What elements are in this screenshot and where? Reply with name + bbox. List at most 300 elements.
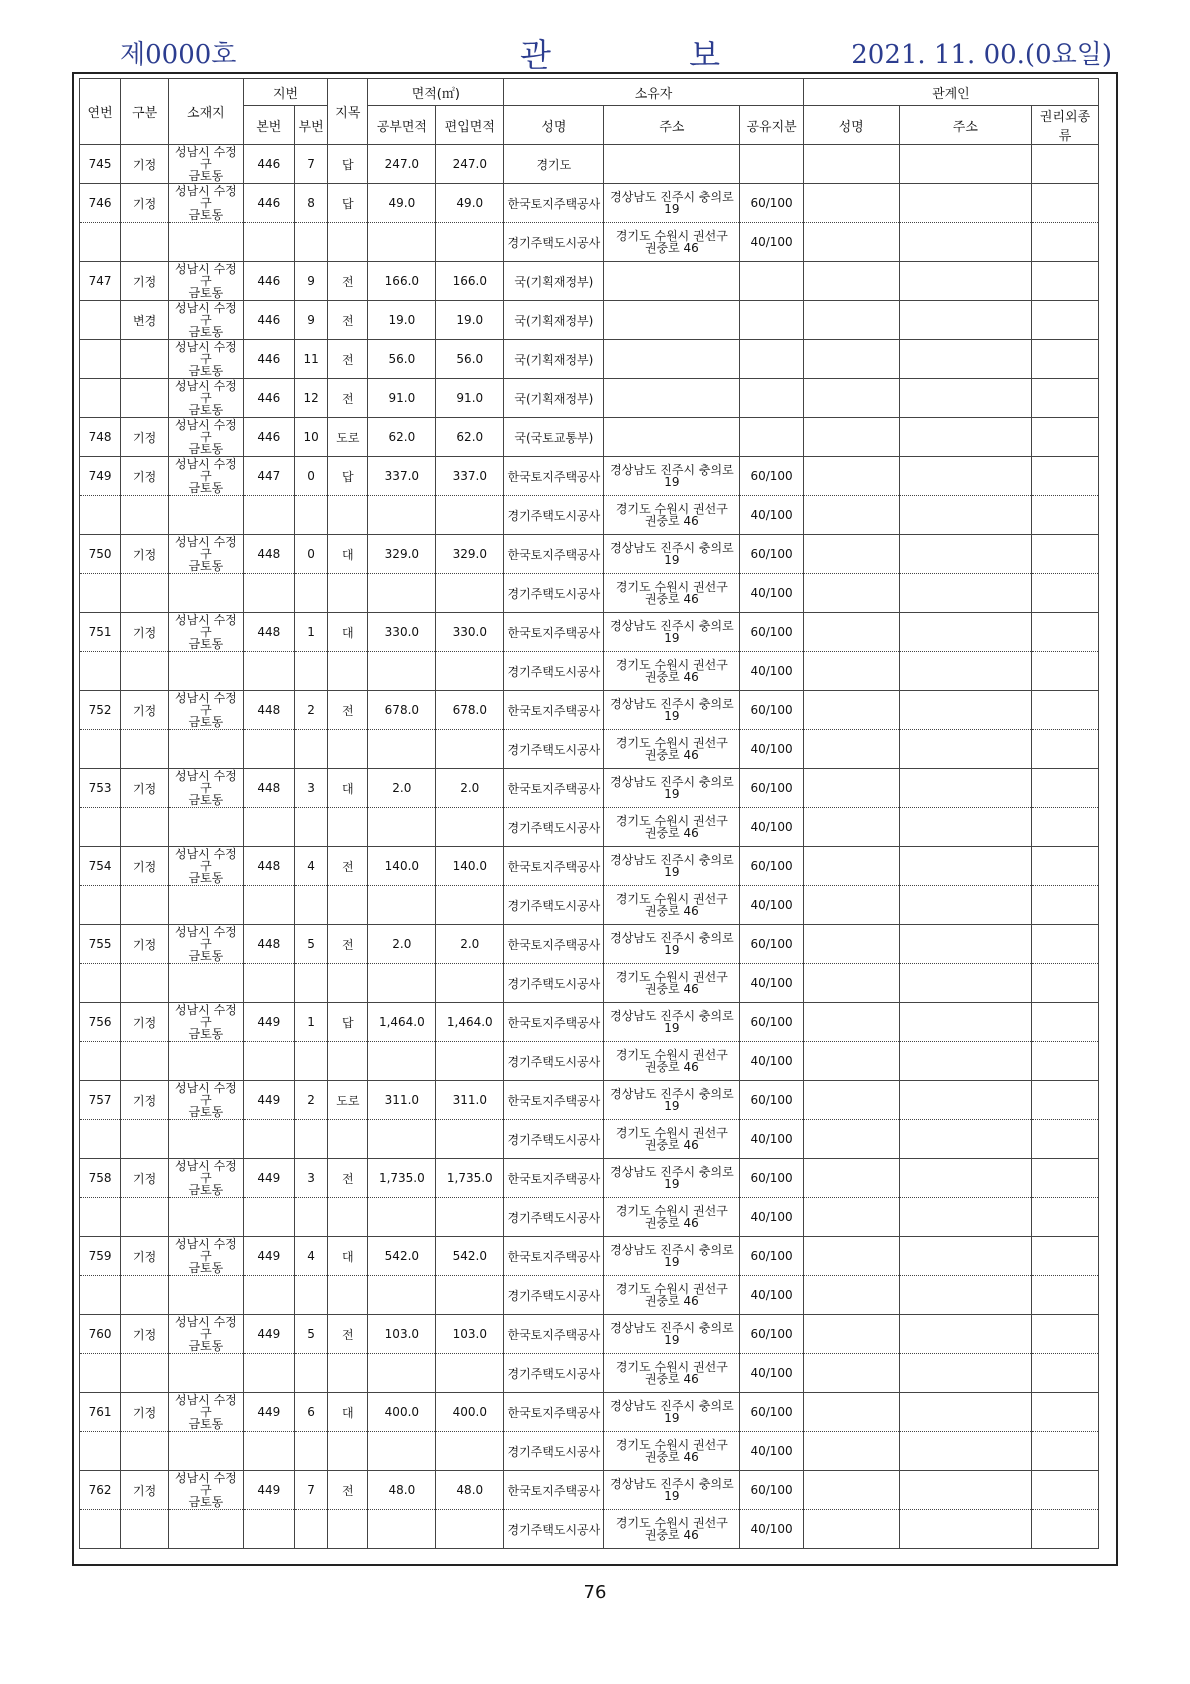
cell-share <box>740 418 803 457</box>
cell-main-lot: 446 <box>243 184 294 223</box>
cell-included-area: 311.0 <box>436 1081 504 1120</box>
location-line-2: 금토동 <box>188 715 224 729</box>
cell-serial: 751 <box>80 613 121 652</box>
cell-owner-address <box>604 1354 740 1393</box>
cell-main-lot <box>243 1432 294 1471</box>
cell-land-type: 대 <box>328 535 368 574</box>
cell-sub-lot: 8 <box>294 184 327 223</box>
cell-sub-lot: 10 <box>294 418 327 457</box>
location-line-2: 금토동 <box>188 481 224 495</box>
cell-land-type <box>328 1276 368 1315</box>
table-row <box>80 808 1099 847</box>
cell-sub-lot: 5 <box>294 925 327 964</box>
cell-included-area: 337.0 <box>436 457 504 496</box>
cell-owner-address <box>604 1510 740 1549</box>
cell-location <box>169 379 244 418</box>
cell-location <box>169 1120 244 1159</box>
cell-sub-lot <box>294 964 327 1003</box>
cell-sub-lot <box>294 1432 327 1471</box>
location-line-1: 성남시 수정구 <box>174 301 237 327</box>
address-line-1: 경상남도 진주시 충의로 <box>610 1399 734 1413</box>
table-row <box>80 457 1099 496</box>
cell-location <box>169 418 244 457</box>
cell-category: 기정 <box>121 1237 169 1276</box>
location-line-2: 금토동 <box>188 1105 224 1119</box>
cell-sub-lot: 9 <box>294 262 327 301</box>
cell-right-type <box>1032 418 1099 457</box>
cell-serial: 754 <box>80 847 121 886</box>
cell-main-lot <box>243 496 294 535</box>
cell-right-type <box>1032 964 1099 1003</box>
address-line-1: 경상남도 진주시 충의로 <box>610 1243 734 1257</box>
cell-right-type <box>1032 730 1099 769</box>
col-owner-group: 소유자 <box>504 79 804 106</box>
cell-location <box>169 1003 244 1042</box>
cell-sub-lot: 7 <box>294 1471 327 1510</box>
cell-right-type <box>1032 340 1099 379</box>
cell-main-lot <box>243 1510 294 1549</box>
cell-main-lot <box>243 223 294 262</box>
col-area-group: 면적(㎡) <box>368 79 504 106</box>
cell-right-type <box>1032 1042 1099 1081</box>
cell-owner-address <box>604 223 740 262</box>
cell-serial: 759 <box>80 1237 121 1276</box>
location-line-2: 금토동 <box>188 871 224 885</box>
cell-related-name <box>803 1354 899 1393</box>
address-line-2: 권중로 46 <box>644 982 699 996</box>
address-line-2: 권중로 46 <box>644 1060 699 1074</box>
cell-public-area: 19.0 <box>368 301 436 340</box>
table-row <box>80 340 1099 379</box>
table-row <box>80 262 1099 301</box>
cell-public-area: 62.0 <box>368 418 436 457</box>
cell-serial: 757 <box>80 1081 121 1120</box>
cell-serial: 746 <box>80 184 121 223</box>
cell-share: 60/100 <box>740 925 803 964</box>
address-line-2: 권중로 46 <box>644 514 699 528</box>
location-line-2: 금토동 <box>188 208 224 222</box>
cell-owner-address <box>604 1471 740 1510</box>
cell-related-name <box>803 652 899 691</box>
address-line-1: 경상남도 진주시 충의로 <box>610 619 734 633</box>
cell-related-address <box>899 574 1032 613</box>
cell-land-type: 도로 <box>328 1081 368 1120</box>
cell-related-address <box>899 808 1032 847</box>
cell-related-name <box>803 847 899 886</box>
cell-related-name <box>803 964 899 1003</box>
cell-sub-lot: 6 <box>294 1393 327 1432</box>
cell-related-address <box>899 457 1032 496</box>
cell-land-type: 전 <box>328 847 368 886</box>
cell-right-type <box>1032 1432 1099 1471</box>
cell-owner-address <box>604 925 740 964</box>
table-row <box>80 574 1099 613</box>
cell-serial: 748 <box>80 418 121 457</box>
table-row <box>80 1042 1099 1081</box>
address-line-1: 경상남도 진주시 충의로 <box>610 853 734 867</box>
address-line-1: 경기도 수원시 권선구 <box>615 1360 728 1374</box>
table-row <box>80 1081 1099 1120</box>
cell-main-lot <box>243 574 294 613</box>
cell-included-area: 678.0 <box>436 691 504 730</box>
cell-main-lot: 448 <box>243 535 294 574</box>
cell-owner-address <box>604 886 740 925</box>
cell-share <box>740 145 803 184</box>
cell-owner-name: 한국토지주택공사 <box>504 457 604 496</box>
cell-serial <box>80 808 121 847</box>
cell-included-area <box>436 574 504 613</box>
cell-right-type <box>1032 496 1099 535</box>
address-line-2: 권중로 46 <box>644 592 699 606</box>
table-row <box>80 1471 1099 1510</box>
location-line-2: 금토동 <box>188 1417 224 1431</box>
cell-sub-lot <box>294 1120 327 1159</box>
cell-related-name <box>803 613 899 652</box>
table-row <box>80 886 1099 925</box>
cell-location <box>169 574 244 613</box>
col-category: 구분 <box>121 79 169 145</box>
cell-related-name <box>803 1432 899 1471</box>
cell-related-name <box>803 457 899 496</box>
cell-main-lot: 449 <box>243 1471 294 1510</box>
table-row <box>80 964 1099 1003</box>
cell-right-type <box>1032 1393 1099 1432</box>
address-line-1: 경상남도 진주시 충의로 <box>610 697 734 711</box>
cell-location <box>169 1393 244 1432</box>
cell-right-type <box>1032 1081 1099 1120</box>
col-main-lot: 본번 <box>243 106 294 145</box>
table-row <box>80 1354 1099 1393</box>
cell-sub-lot <box>294 886 327 925</box>
cell-right-type <box>1032 808 1099 847</box>
address-line-1: 경기도 수원시 권선구 <box>615 1516 728 1530</box>
cell-related-address <box>899 730 1032 769</box>
cell-related-name <box>803 184 899 223</box>
table-row <box>80 379 1099 418</box>
cell-serial <box>80 301 121 340</box>
cell-serial <box>80 223 121 262</box>
cell-location <box>169 964 244 1003</box>
location-line-2: 금토동 <box>188 637 224 651</box>
cell-right-type <box>1032 925 1099 964</box>
cell-sub-lot: 4 <box>294 847 327 886</box>
table-row <box>80 1003 1099 1042</box>
cell-main-lot <box>243 1354 294 1393</box>
cell-main-lot: 449 <box>243 1393 294 1432</box>
address-line-1: 경상남도 진주시 충의로 <box>610 1087 734 1101</box>
cell-land-type <box>328 1198 368 1237</box>
cell-related-address <box>899 964 1032 1003</box>
table-row <box>80 730 1099 769</box>
address-line-1: 경기도 수원시 권선구 <box>615 658 728 672</box>
cell-public-area: 91.0 <box>368 379 436 418</box>
cell-related-name <box>803 1471 899 1510</box>
cell-owner-name: 국(국토교통부) <box>504 418 604 457</box>
cell-share: 60/100 <box>740 847 803 886</box>
cell-included-area <box>436 652 504 691</box>
cell-share: 40/100 <box>740 1510 803 1549</box>
cell-related-name <box>803 223 899 262</box>
publication-title-char-2: 보 <box>689 36 720 74</box>
cell-serial <box>80 886 121 925</box>
cell-related-name <box>803 1393 899 1432</box>
cell-right-type <box>1032 769 1099 808</box>
cell-owner-name: 한국토지주택공사 <box>504 691 604 730</box>
cell-main-lot: 446 <box>243 145 294 184</box>
cell-land-type: 대 <box>328 769 368 808</box>
cell-land-type <box>328 886 368 925</box>
cell-related-address <box>899 535 1032 574</box>
location-line-1: 성남시 수정구 <box>174 1237 237 1263</box>
address-line-1: 경상남도 진주시 충의로 <box>610 541 734 555</box>
cell-category: 기정 <box>121 1393 169 1432</box>
cell-owner-name: 한국토지주택공사 <box>504 1003 604 1042</box>
cell-category <box>121 808 169 847</box>
cell-land-type <box>328 1510 368 1549</box>
location-line-1: 성남시 수정구 <box>174 184 237 210</box>
table-row <box>80 184 1099 223</box>
location-line-1: 성남시 수정구 <box>174 847 237 873</box>
location-line-1: 성남시 수정구 <box>174 691 237 717</box>
cell-share: 60/100 <box>740 535 803 574</box>
cell-location <box>169 613 244 652</box>
cell-location <box>169 730 244 769</box>
cell-owner-name: 한국토지주택공사 <box>504 184 604 223</box>
location-line-2: 금토동 <box>188 1027 224 1041</box>
cell-owner-name: 경기주택도시공사 <box>504 1432 604 1471</box>
table-row <box>80 613 1099 652</box>
col-share: 공유지분 <box>740 106 803 145</box>
cell-related-address <box>899 1003 1032 1042</box>
address-line-1: 경상남도 진주시 충의로 <box>610 1009 734 1023</box>
cell-right-type <box>1032 1315 1099 1354</box>
cell-location <box>169 808 244 847</box>
cell-land-type: 전 <box>328 925 368 964</box>
location-line-2: 금토동 <box>188 169 224 183</box>
cell-category: 기정 <box>121 925 169 964</box>
cell-share: 60/100 <box>740 457 803 496</box>
cell-right-type <box>1032 886 1099 925</box>
address-line-2: 19 <box>664 202 680 216</box>
cell-right-type <box>1032 652 1099 691</box>
cell-included-area: 330.0 <box>436 613 504 652</box>
cell-owner-address <box>604 730 740 769</box>
cell-owner-name: 경기주택도시공사 <box>504 1354 604 1393</box>
cell-serial <box>80 340 121 379</box>
cell-land-type <box>328 1432 368 1471</box>
cell-owner-name: 한국토지주택공사 <box>504 613 604 652</box>
cell-land-type: 대 <box>328 1393 368 1432</box>
cell-category <box>121 496 169 535</box>
cell-sub-lot: 5 <box>294 1315 327 1354</box>
cell-location <box>169 262 244 301</box>
cell-owner-name: 경기주택도시공사 <box>504 1120 604 1159</box>
cell-serial <box>80 1276 121 1315</box>
cell-included-area <box>436 808 504 847</box>
cell-main-lot: 448 <box>243 769 294 808</box>
cell-public-area: 1,735.0 <box>368 1159 436 1198</box>
cell-related-name <box>803 1510 899 1549</box>
cell-right-type <box>1032 223 1099 262</box>
location-line-1: 성남시 수정구 <box>174 1003 237 1029</box>
cell-related-name <box>803 808 899 847</box>
address-line-1: 경상남도 진주시 충의로 <box>610 1165 734 1179</box>
cell-related-address <box>899 1159 1032 1198</box>
address-line-1: 경기도 수원시 권선구 <box>615 1204 728 1218</box>
cell-related-address <box>899 301 1032 340</box>
cell-main-lot <box>243 886 294 925</box>
cell-serial: 762 <box>80 1471 121 1510</box>
cell-included-area: 2.0 <box>436 925 504 964</box>
cell-owner-address <box>604 691 740 730</box>
cell-related-name <box>803 730 899 769</box>
cell-public-area: 140.0 <box>368 847 436 886</box>
cell-sub-lot: 11 <box>294 340 327 379</box>
cell-share: 40/100 <box>740 574 803 613</box>
cell-main-lot: 449 <box>243 1003 294 1042</box>
table-row <box>80 925 1099 964</box>
cell-public-area <box>368 496 436 535</box>
address-line-1: 경상남도 진주시 충의로 <box>610 190 734 204</box>
cell-share: 40/100 <box>740 223 803 262</box>
cell-sub-lot: 4 <box>294 1237 327 1276</box>
cell-owner-name: 국(기획재정부) <box>504 301 604 340</box>
cell-included-area: 1,464.0 <box>436 1003 504 1042</box>
location-line-2: 금토동 <box>188 325 224 339</box>
table-row <box>80 847 1099 886</box>
cell-share: 60/100 <box>740 184 803 223</box>
cell-related-address <box>899 1315 1032 1354</box>
address-line-2: 권중로 46 <box>644 1450 699 1464</box>
cell-related-name <box>803 301 899 340</box>
cell-owner-name: 경기주택도시공사 <box>504 1198 604 1237</box>
cell-owner-name: 한국토지주택공사 <box>504 1237 604 1276</box>
cell-sub-lot <box>294 1510 327 1549</box>
cell-share: 40/100 <box>740 1354 803 1393</box>
address-line-2: 권중로 46 <box>644 748 699 762</box>
cell-land-type: 전 <box>328 1315 368 1354</box>
cell-included-area: 2.0 <box>436 769 504 808</box>
cell-share: 60/100 <box>740 1393 803 1432</box>
cell-public-area: 49.0 <box>368 184 436 223</box>
cell-right-type <box>1032 574 1099 613</box>
cell-related-name <box>803 496 899 535</box>
address-line-1: 경기도 수원시 권선구 <box>615 970 728 984</box>
location-line-1: 성남시 수정구 <box>174 1393 237 1419</box>
cell-category <box>121 1120 169 1159</box>
cell-share: 60/100 <box>740 613 803 652</box>
cell-serial: 760 <box>80 1315 121 1354</box>
cell-included-area: 400.0 <box>436 1393 504 1432</box>
cell-owner-name: 한국토지주택공사 <box>504 535 604 574</box>
cell-public-area <box>368 223 436 262</box>
location-line-1: 성남시 수정구 <box>174 145 237 171</box>
cell-main-lot <box>243 652 294 691</box>
cell-land-type: 전 <box>328 301 368 340</box>
cell-main-lot: 446 <box>243 340 294 379</box>
issue-number: 제0000호 <box>120 40 237 70</box>
cell-owner-address <box>604 340 740 379</box>
cell-related-name <box>803 925 899 964</box>
cell-owner-name: 경기주택도시공사 <box>504 964 604 1003</box>
cell-related-address <box>899 886 1032 925</box>
cell-location <box>169 1042 244 1081</box>
cell-category: 기정 <box>121 613 169 652</box>
cell-related-name <box>803 145 899 184</box>
cell-sub-lot <box>294 808 327 847</box>
cell-right-type <box>1032 379 1099 418</box>
cell-share: 60/100 <box>740 1237 803 1276</box>
cell-right-type <box>1032 1237 1099 1276</box>
cell-share: 60/100 <box>740 691 803 730</box>
cell-share: 40/100 <box>740 1198 803 1237</box>
col-related-group: 관계인 <box>803 79 1098 106</box>
col-sub-lot: 부번 <box>294 106 327 145</box>
cell-owner-name: 한국토지주택공사 <box>504 847 604 886</box>
cell-related-address <box>899 1471 1032 1510</box>
cell-sub-lot <box>294 1276 327 1315</box>
cell-public-area: 542.0 <box>368 1237 436 1276</box>
cell-land-type: 답 <box>328 1003 368 1042</box>
cell-owner-name: 경기주택도시공사 <box>504 808 604 847</box>
cell-share <box>740 262 803 301</box>
cell-land-type: 전 <box>328 691 368 730</box>
cell-owner-name: 경기주택도시공사 <box>504 1510 604 1549</box>
cell-owner-name: 국(기획재정부) <box>504 262 604 301</box>
address-line-2: 권중로 46 <box>644 1216 699 1230</box>
cell-right-type <box>1032 847 1099 886</box>
address-line-2: 권중로 46 <box>644 1138 699 1152</box>
cell-public-area: 2.0 <box>368 925 436 964</box>
cell-included-area: 91.0 <box>436 379 504 418</box>
address-line-1: 경상남도 진주시 충의로 <box>610 463 734 477</box>
cell-category: 기정 <box>121 1003 169 1042</box>
cell-owner-address <box>604 1315 740 1354</box>
cell-owner-address <box>604 301 740 340</box>
cell-owner-address <box>604 1432 740 1471</box>
cell-category <box>121 1042 169 1081</box>
cell-category: 기정 <box>121 262 169 301</box>
cell-owner-address <box>604 1159 740 1198</box>
cell-public-area: 311.0 <box>368 1081 436 1120</box>
cell-public-area: 103.0 <box>368 1315 436 1354</box>
cell-related-name <box>803 340 899 379</box>
cell-serial: 756 <box>80 1003 121 1042</box>
cell-related-address <box>899 1276 1032 1315</box>
cell-serial: 753 <box>80 769 121 808</box>
table-row <box>80 1276 1099 1315</box>
cell-owner-address <box>604 1042 740 1081</box>
cell-included-area: 103.0 <box>436 1315 504 1354</box>
cell-sub-lot: 9 <box>294 301 327 340</box>
cell-category: 기정 <box>121 145 169 184</box>
cell-public-area: 56.0 <box>368 340 436 379</box>
cell-related-address <box>899 925 1032 964</box>
address-line-1: 경기도 수원시 권선구 <box>615 814 728 828</box>
cell-included-area: 542.0 <box>436 1237 504 1276</box>
cell-main-lot: 448 <box>243 613 294 652</box>
cell-related-address <box>899 379 1032 418</box>
cell-category <box>121 730 169 769</box>
cell-land-type <box>328 574 368 613</box>
location-line-1: 성남시 수정구 <box>174 262 237 288</box>
cell-owner-name: 국(기획재정부) <box>504 340 604 379</box>
cell-category <box>121 223 169 262</box>
cell-land-type <box>328 1120 368 1159</box>
cell-land-type: 전 <box>328 340 368 379</box>
cell-sub-lot: 1 <box>294 1003 327 1042</box>
cell-owner-name: 한국토지주택공사 <box>504 1081 604 1120</box>
